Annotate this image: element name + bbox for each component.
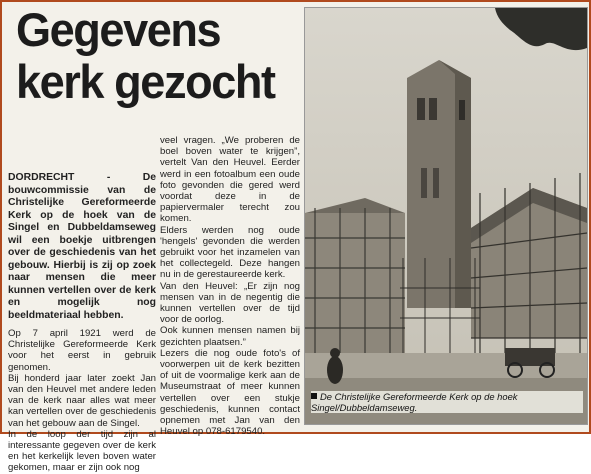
article-column-2 <box>160 135 300 437</box>
article-column-1 <box>8 172 156 474</box>
headline-line-1: Gegevens <box>16 3 221 56</box>
photo-caption <box>311 391 583 413</box>
church-photo <box>304 7 588 425</box>
church-photo-illustration <box>305 8 587 424</box>
headline-line-2: kerk gezocht <box>16 55 275 108</box>
body-paragraph: Elders werden nog oude 'hengels' gevonden die werden gebruikt voor het inzamelen van het collectegeld. Deze hangen nu in de gerestaureerde kerk. <box>160 224 300 281</box>
lead-text: - De bouwcommissie van de Christelijke Gereformeerde Kerk op de hoek van de Singel en Dubbeldamseweg wil een boekje uitbrengen over de geschiedenis van het gebouw. Hierbij is zij op zoek naar mensen die meer kunnen vertellen over de kerk en mogelijk nog beeldmateriaal hebben. <box>8 172 156 321</box>
caption-text: De Christelijke Gereformeerde Kerk op de hoek Singel/Dubbeldamseweg. <box>311 391 518 413</box>
body-paragraph: Op 7 april 1921 werd de Christelijke Gereformeerde Kerk voor het eerst in gebruik genomen. <box>8 328 156 373</box>
headline <box>16 4 294 108</box>
body-paragraph: Lezers die nog oude foto's of voorwerpen uit de kerk bezitten of uit de voormalige kerk aan de Museumstraat of meer kunnen vertellen over een stukje geschiedenis, kunnen contact opnemen met Jan van den Heuvel op 078-6179540. <box>160 347 300 438</box>
caption-bullet-icon <box>311 393 317 399</box>
body-paragraph: veel vragen. „We proberen de boel boven water te krijgen”, vertelt Van den Heuvel. Eerder werd in een fotoalbum een oude foto gevonden die gered werd voordat deze in de papiervermaler terecht zou komen. <box>160 135 300 225</box>
dateline: DORDRECHT <box>8 172 75 183</box>
body-paragraph: Bij honderd jaar later zoekt Jan van den Heuvel met andere leden van de kerk naar alles wat meer kan vertellen over de geschiedenis van het gebouw aan de Singel. <box>8 372 156 429</box>
body-paragraph: In de loop der tijd zijn al interessante gegeven over de kerk en het kerkelijk leven boven water gekomen, maar er zijn ook nog <box>8 428 156 474</box>
body-paragraph: Van den Heuvel: „Er zijn nog mensen van in de negentig die kunnen vertellen over de tijd voor de oorlog. <box>160 280 300 326</box>
lead-paragraph <box>8 172 156 322</box>
body-paragraph: Ook kunnen mensen namen bij gezichten plaatsen.” <box>160 325 300 348</box>
